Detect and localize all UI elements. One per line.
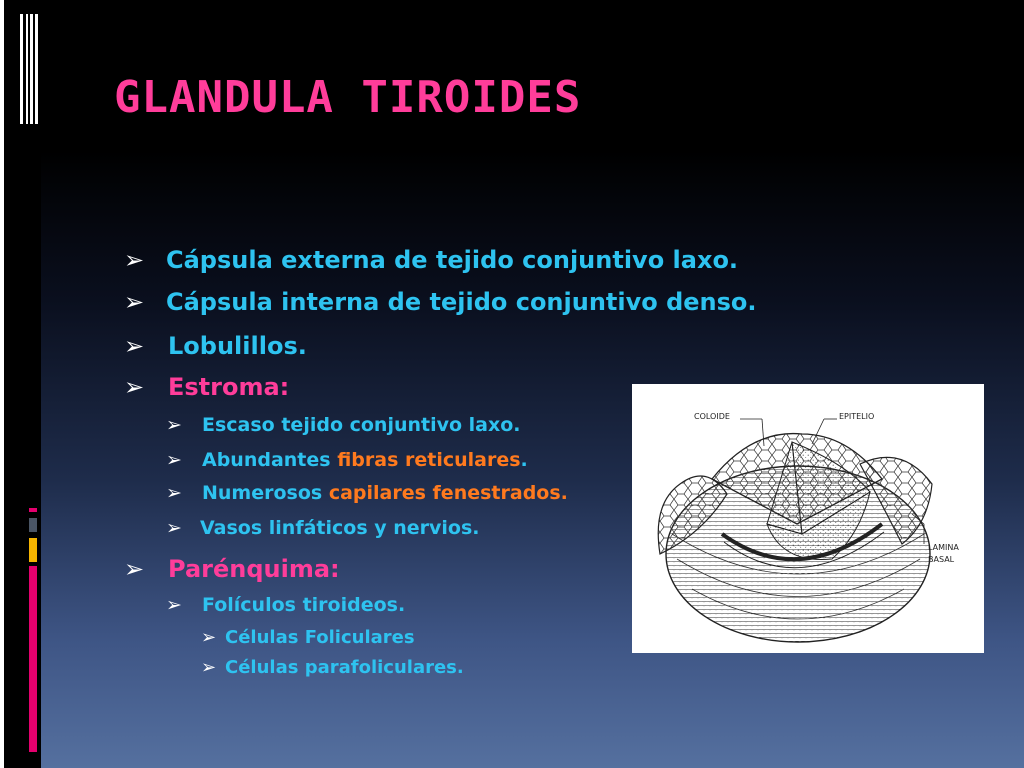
slide-title: GLANDULA TIROIDES bbox=[114, 72, 582, 123]
sub-bullet-escaso-tejido bbox=[166, 414, 521, 436]
vertical-lines-decoration bbox=[20, 14, 38, 124]
bullet-text: Vasos linfáticos y nervios. bbox=[200, 517, 480, 539]
bullet-highlight: capilares fenestrados. bbox=[328, 482, 568, 504]
bullet-parenquima bbox=[124, 555, 340, 583]
bullet-arrow-icon: ➢ bbox=[166, 449, 182, 471]
bullet-text: Abundantes bbox=[202, 449, 338, 471]
left-white-edge bbox=[0, 0, 4, 768]
bullet-arrow-icon: ➢ bbox=[124, 555, 145, 583]
bullet-text-suffix: . bbox=[520, 449, 528, 471]
bullet-arrow-icon: ➢ bbox=[201, 627, 217, 648]
gray-accent-block bbox=[29, 518, 37, 532]
magenta-accent-dot bbox=[29, 508, 37, 512]
sub-bullet-fibras-reticulares bbox=[166, 449, 528, 471]
bullet-arrow-icon: ➢ bbox=[166, 594, 182, 616]
label-basal: BASAL bbox=[928, 555, 955, 564]
sub-bullet-capilares bbox=[166, 482, 568, 504]
bullet-arrow-icon: ➢ bbox=[124, 246, 145, 274]
bullet-highlight: fibras reticulares bbox=[337, 449, 521, 471]
bullet-arrow-icon: ➢ bbox=[166, 414, 182, 436]
bullet-text: Células Foliculares bbox=[225, 627, 415, 648]
bullet-text: Células parafoliculares. bbox=[225, 657, 464, 678]
magenta-accent-bar bbox=[29, 566, 37, 752]
bullet-estroma bbox=[124, 373, 289, 401]
bullet-text: Lobulillos. bbox=[168, 332, 307, 360]
bullet-text: Folículos tiroideos. bbox=[202, 594, 406, 616]
bullet-text: Parénquima: bbox=[168, 555, 340, 583]
label-coloide: COLOIDE bbox=[694, 412, 730, 421]
bullet-arrow-icon: ➢ bbox=[166, 482, 182, 504]
bullet-arrow-icon: ➢ bbox=[124, 373, 145, 401]
yellow-accent-block bbox=[29, 538, 37, 562]
bullet-text: Numerosos bbox=[202, 482, 329, 504]
bullet-capsula-externa bbox=[124, 246, 738, 274]
bullet-text: Cápsula interna de tejido conjuntivo denso. bbox=[166, 288, 757, 316]
sub-bullet-vasos bbox=[166, 517, 480, 539]
bullet-arrow-icon: ➢ bbox=[124, 332, 145, 360]
label-lamina: LAMINA bbox=[928, 543, 959, 552]
sub-sub-bullet-celulas-parafoliculares bbox=[201, 657, 464, 678]
sub-bullet-foliculos bbox=[166, 594, 405, 616]
label-epitelio: EPITELIO bbox=[839, 412, 875, 421]
bullet-text: Escaso tejido conjuntivo laxo. bbox=[202, 414, 521, 436]
thyroid-follicle-diagram bbox=[632, 384, 984, 653]
left-decoration-strip bbox=[0, 0, 41, 768]
bullet-capsula-interna bbox=[124, 288, 757, 316]
bullet-text: Estroma: bbox=[168, 373, 290, 401]
bullet-arrow-icon: ➢ bbox=[124, 288, 145, 316]
bullet-text: Cápsula externa de tejido conjuntivo laxo. bbox=[166, 246, 739, 274]
bullet-arrow-icon: ➢ bbox=[201, 657, 217, 678]
bullet-arrow-icon: ➢ bbox=[166, 517, 182, 539]
sub-sub-bullet-celulas-foliculares bbox=[201, 627, 415, 648]
bullet-lobulillos bbox=[124, 332, 307, 360]
follicle-illustration bbox=[632, 384, 984, 653]
